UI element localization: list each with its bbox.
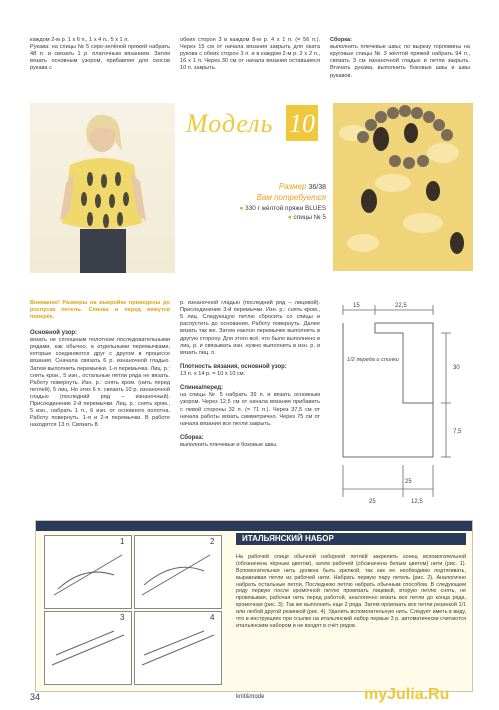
assembly-title-top: Сборка: [330, 37, 353, 44]
figures [44, 535, 220, 685]
figure-4-label: 4 [210, 613, 215, 622]
back-title: Спинка/перед: [180, 385, 224, 392]
box-text: На рабочей спице обычной наборной петлёй закрепить конец вспомогательной (обозначена чёрным цветом), затем рабочей (обозначена белым цветом) нити (рис. 1). Вспомогательная нить должна быть крепкой, так как ее необходимо подтягивать, выравнивая петли из рабочей нити. Набрать первую пару петель (рис. 2). Аналогично набрать остальные петли. Последнюю петлю набрать обычным способом. В следующем ряду первую после кромочной петлю провязать лицевой, вторую петлю снять, не провязывая, рабочая нить перед работой, аналогично вязать все петли до конца ряда, кромочная (рис. 3). Так же выполнить еще 2 ряда. Затем провязать все петли резинкой 1/1 или любой другой резинкой (рис. 4). Удалить вспомогательную нить. Следует иметь в виду, что в инструкциях при ссылке на итальянский набор первые 3 р. автоматически считаются итальянским набором и не входят в счёт рядов. [236, 553, 466, 629]
dim-right-bottom: 7,5 [453, 429, 462, 435]
dim-right-top: 30 [453, 365, 460, 371]
bullet-icon: ● [239, 205, 246, 212]
detail-photo [333, 103, 473, 271]
top-col3: Сборка: выполнить плечевые швы; по вырезу горловины на круговые спицы № 3 жёлтой пряжей набрать 94 п., связать 3 см изнаночной гладью и петли закрыть. Втачать рукава, выполнить боковые швы и швы рукавов. [330, 37, 470, 79]
italian-cast-on-box [35, 520, 473, 692]
assembly-title: Сборка: [180, 434, 204, 441]
model-number: 10 [289, 109, 315, 138]
size-line: Размер 36/38 [278, 182, 326, 191]
box-title: ИТАЛЬЯНСКИЙ НАБОР [236, 533, 466, 545]
model-title: Модель 10 [180, 103, 320, 143]
figure-3-label: 3 [120, 613, 125, 622]
mid-text: р. изнаночной гладью (последний ряд – лицевой). Присоединение 3-й перемычки. Изн. р.: снять кром., 5 лиц. Следующую петлю сбросить со спицы и распустить до основания. Работу повернуть. Далее вязать так же. Затем наклон перемычек выполнять в другую сторону. Для этого всё, что было выполнено в лиц. р. и связывать изн. нужно выполнить в изн. р. и вязать лиц. п. Плотность вязания, основной узор: 13 п. х 14 р. = 10 х 10 см. Спинка/перед: на спицы № 5 набрать 39 п. и вязать основным узором. Через 12,5 см от начала вязания прибавить с левой стороны 32 п. (= 71 п.). Через 37,5 см от начала работы вязать симметрично. Через 75 см от начала вязания все петли закрыть. Сборка: выполнить плечевые и боковые швы. [180, 300, 320, 448]
diagram-note: 1/2 переда и спинки [347, 357, 399, 363]
page-number: 34 [30, 692, 41, 702]
dim-bottom-right: 12,5 [411, 499, 423, 505]
pattern-diagram [333, 297, 473, 509]
figure-2-label: 2 [210, 537, 215, 546]
box-top-band [36, 521, 472, 531]
yarn-line: ● 330 г жёлтой пряжи BLUES [239, 205, 326, 212]
bullet-icon: ● [287, 214, 294, 221]
top-col2: обеих сторон 3 в каждом 8-м р. 4 х 1 п. (= 56 п.). Через 15 см от начала вязания закрыть для оката рукова с обеих сторон 3 п. и в каждом 2-м р. 2 х 2 п., 16 х 1 п. Через 30 см от начала вязания оставшиеся 10 п. закрыть. [180, 37, 320, 72]
top-col1: каждом 2-м р. 1 х 6 п., 1 х 4 п., 5 х 1 п. Рукава: на спицы № 5 серо-зелёной пряжей набрать 48 п. и связать 1 р. платочным вязанием. Затем вязать основным узором, прибавляя для скосов рукава с [30, 37, 170, 72]
density-title: Плотность вязания, основной узор: [180, 363, 287, 370]
dim-bottom-left: 25 [369, 499, 376, 505]
watermark: myJulia.Ru [364, 686, 450, 703]
pattern-title: Основной узор: [30, 330, 78, 337]
warning-note: Внимание! Размеры на выкройке приведены до роспуска петель. Спинка и перед вяжутся поперёк. [30, 300, 170, 321]
model-photo [30, 103, 175, 273]
figure-1-label: 1 [120, 537, 125, 546]
needles-line: ● спицы № 5 [287, 214, 326, 221]
materials-label: Вам потребуется [256, 193, 326, 202]
dim-top-right: 22,5 [395, 303, 407, 309]
brand: knit&mode [236, 694, 265, 700]
dim-top-left: 15 [353, 303, 360, 309]
dim-bottom-extra: 25 [405, 479, 412, 485]
pattern-text: Основной узор: вязать не сплошным полотном последовательными рядами, как обычно, а отдельными перемычками, которые соединяются друг с другом в процессе вязания. Сначала связать 6 р. изнаночной гладью. Затем выполнить перемычки. 1-я перемычка. Лиц. р.: снять крои., 5 изн., остальные петли ряда не вязать. Работу повернуть. Изн. р.: снять кром. (нить перед петлей), 5 лиц. Но этих 6 п. связать 10 р. изнаночной гладью (последний ряд – изнаночный). Присоединение 2-й перемычки. Лиц. р.: снять кром., 5 изн., набрать 1 п., 6 изн. от основного полотна. Работу повернуть. 1-я и 2-я перемычки. В работе находятся 13 п. Связать 8 [30, 330, 170, 429]
